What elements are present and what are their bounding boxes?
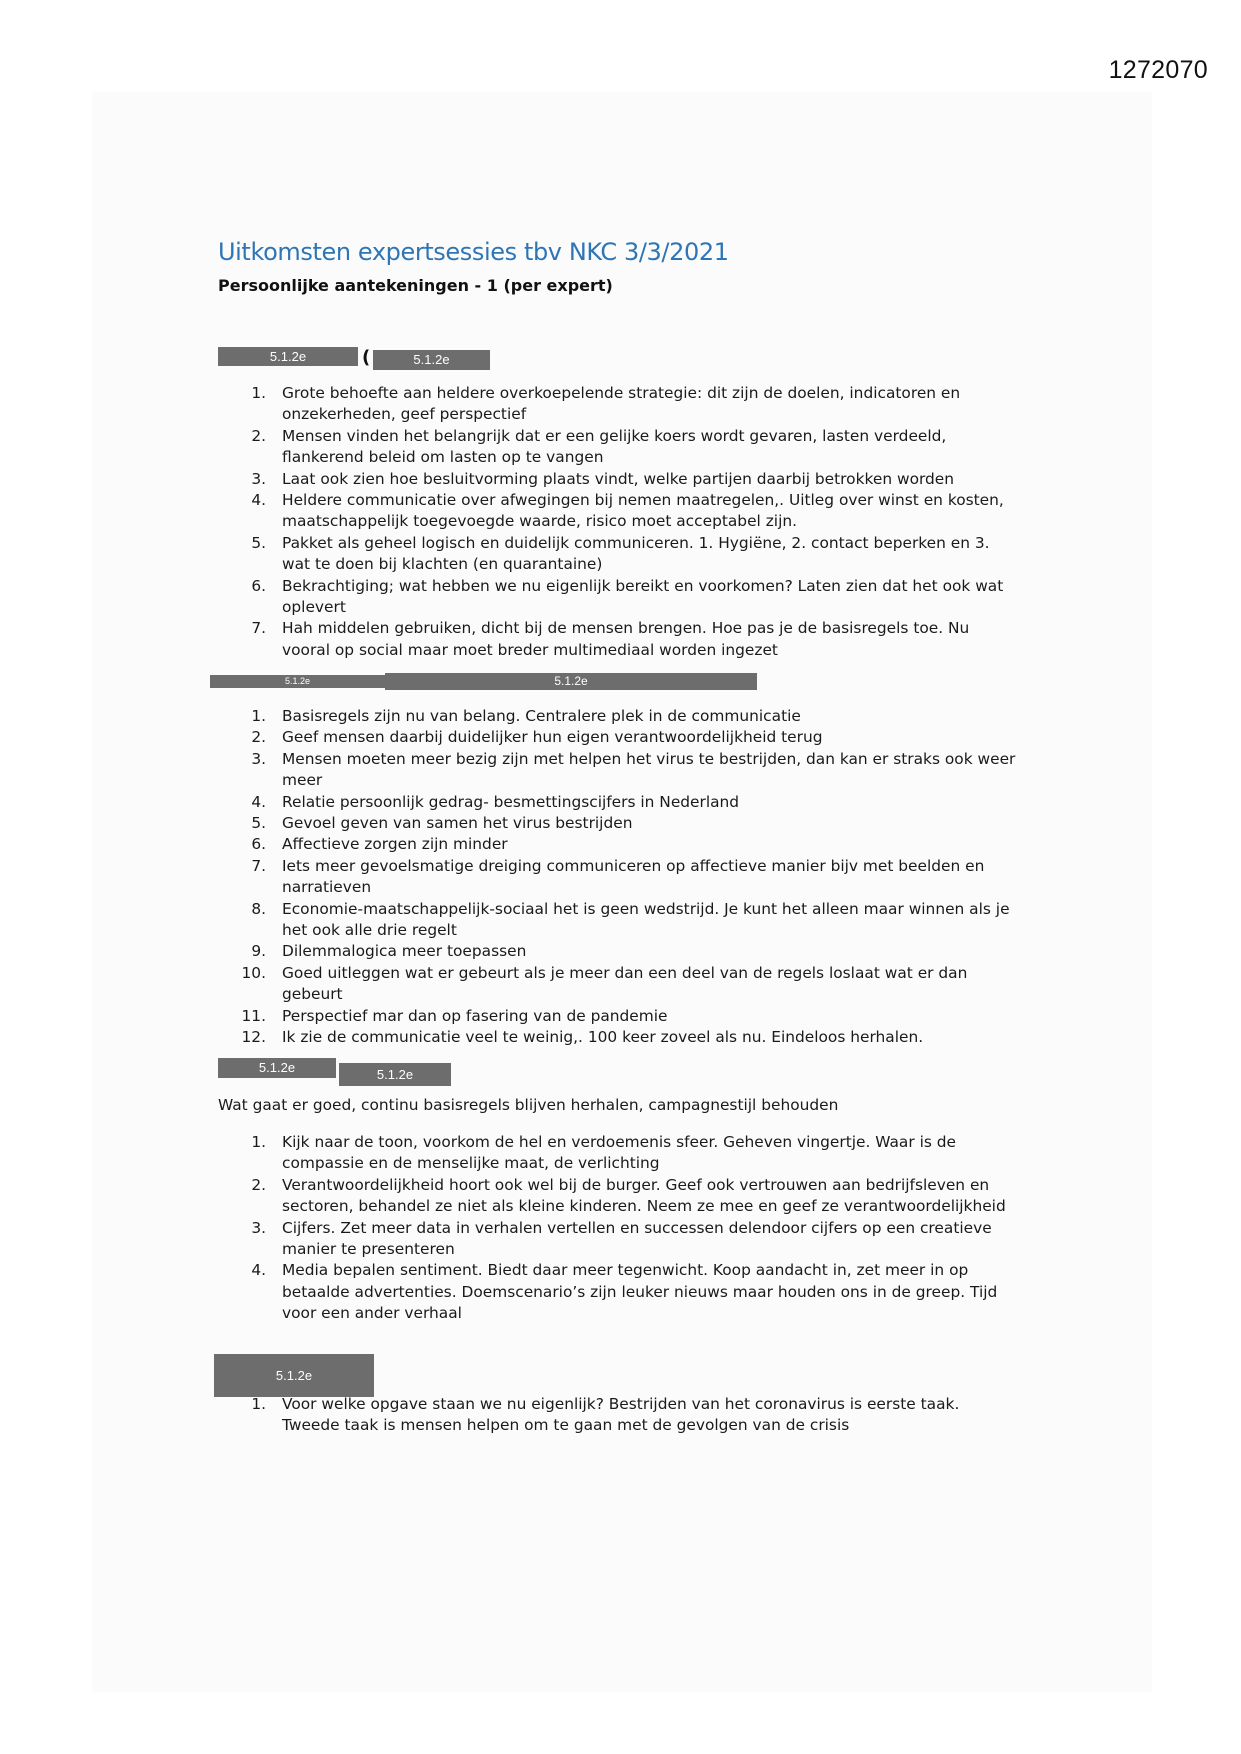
redaction-box: 5.1.2e: [214, 1354, 374, 1397]
list-item: 4. Relatie persoonlijk gedrag- besmettingscijfers in Nederland: [251, 792, 740, 811]
notes-list-4: [218, 1394, 1018, 1437]
list-item: 4. Media bepalen sentiment. Biedt daar meer tegenwicht. Koop aandacht in, zet meer in op betaalde advertenties. Doemscenario’s zijn leuker nieuws maar houden ons in de greep. Tijd voor een ander verhaal: [251, 1261, 998, 1323]
redaction-box: 5.1.2e: [218, 1058, 336, 1078]
list-item: 3. Mensen moeten meer bezig zijn met helpen het virus te bestrijden, dan kan er straks ook weer meer: [251, 749, 1016, 790]
list-item: 6. Bekrachtiging; wat hebben we nu eigenlijk bereikt en voorkomen? Laten zien dat het ook wat oplevert: [251, 576, 1004, 617]
list-item: 3. Laat ook zien hoe besluitvorming plaats vindt, welke partijen daarbij betrokken worden: [251, 469, 955, 488]
redaction-box: 5.1.2e: [385, 673, 757, 690]
document-number: 1272070: [1108, 56, 1208, 84]
redaction-box: 5.1.2e: [218, 347, 358, 366]
list-item: 5. Pakket als geheel logisch en duidelijk communiceren. 1. Hygiëne, 2. contact beperken en 3. wat te doen bij klachten (en quarantaine): [251, 533, 990, 574]
list-item: 6. Affectieve zorgen zijn minder: [251, 835, 508, 854]
list-item: 7. Iets meer gevoelsmatige dreiging communiceren op affectieve manier bijv met beelden en narratieven: [251, 856, 985, 897]
document-subtitle: Persoonlijke aantekeningen - 1 (per expert): [218, 276, 613, 295]
redaction-box: 5.1.2e: [373, 350, 490, 370]
list-item: 5. Gevoel geven van samen het virus bestrijden: [251, 814, 633, 833]
section-intro: Wat gaat er goed, continu basisregels blijven herhalen, campagnestijl behouden: [218, 1096, 839, 1114]
redaction-box: 5.1.2e: [339, 1063, 451, 1086]
list-item: 7. Hah middelen gebruiken, dicht bij de mensen brengen. Hoe pas je de basisregels toe. Nu vooral op social maar moet breder multimediaal worden ingezet: [251, 619, 970, 659]
list-item: 2. Mensen vinden het belangrijk dat er een gelijke koers wordt gevaren, lasten verdeeld, flankerend beleid om lasten op te vangen: [251, 426, 947, 467]
notes-list-2: [218, 706, 1018, 1049]
list-item: 8. Economie-maatschappelijk-sociaal het is geen wedstrijd. Je kunt het alleen maar winnen als je het ook alle drie regelt: [251, 899, 1010, 940]
list-item: 11. Perspectief mar dan op fasering van de pandemie: [241, 1006, 668, 1025]
list-item: 9. Dilemmalogica meer toepassen: [251, 942, 527, 961]
redaction-box: 5.1.2e: [210, 675, 385, 688]
document-title: Uitkomsten expertsessies tbv NKC 3/3/2021: [218, 238, 729, 266]
list-item: 2. Verantwoordelijkheid hoort ook wel bij de burger. Geef ook vertrouwen aan bedrijfsleven en sectoren, behandel ze niet als kleine kinderen. Neem ze mee en geef ze verantwoordelijkheid: [251, 1175, 1006, 1216]
list-item: 12. Ik zie de communicatie veel te weinig,. 100 keer zoveel als nu. Eindeloos herhalen.: [241, 1028, 924, 1047]
list-item: 10. Goed uitleggen wat er gebeurt als je meer dan een deel van de regels loslaat wat er dan gebeurt: [241, 963, 968, 1004]
list-item: 1. Voor welke opgave staan we nu eigenlijk? Bestrijden van het coronavirus is eerste taak. Tweede taak is mensen helpen om te gaan met de gevolgen van de crisis: [251, 1395, 960, 1435]
list-item: 2. Geef mensen daarbij duidelijker hun eigen verantwoordelijkheid terug: [251, 728, 823, 747]
heading-parenthesis: (: [362, 347, 371, 368]
list-item: 1. Grote behoefte aan heldere overkoepelende strategie: dit zijn de doelen, indicatoren en onzekerheden, geef perspectief: [251, 384, 961, 424]
list-item: 1. Basisregels zijn nu van belang. Centralere plek in de communicatie: [251, 707, 801, 725]
notes-list-1: [218, 383, 1018, 661]
list-item: 4. Heldere communicatie over afwegingen bij nemen maatregelen,. Uitleg over winst en kosten, maatschappelijk toegevoegde waarde, risico moet acceptabel zijn.: [251, 491, 1004, 531]
list-item: 3. Cijfers. Zet meer data in verhalen vertellen en successen delendoor cijfers op een creatieve manier te presenteren: [251, 1218, 992, 1259]
list-item: 1. Kijk naar de toon, voorkom de hel en verdoemenis sfeer. Geheven vingertje. Waar is de compassie en de menselijke maat, de verlichting: [251, 1133, 957, 1173]
notes-list-3: [218, 1132, 1018, 1325]
